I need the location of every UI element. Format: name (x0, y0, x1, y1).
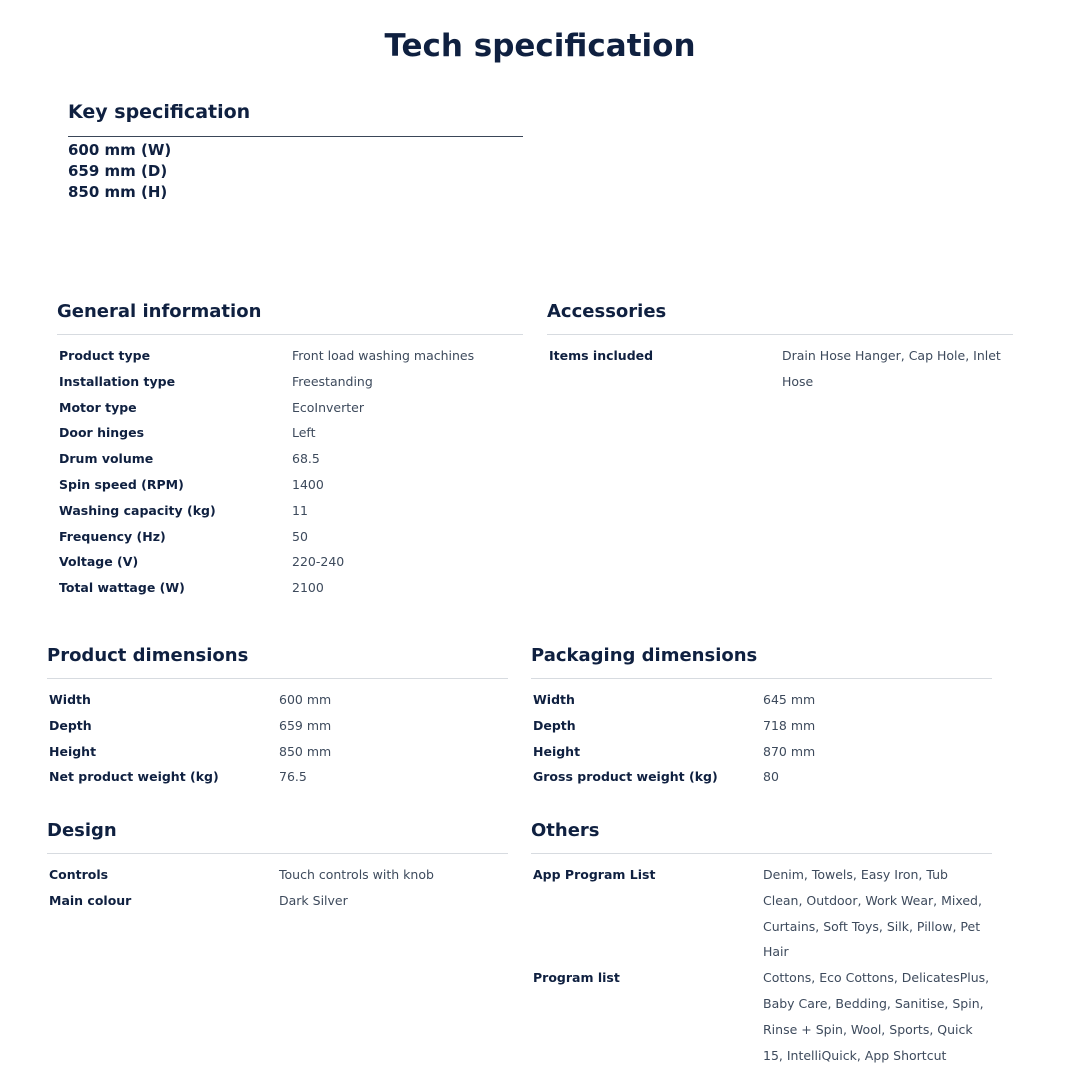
packaging-dimensions-section (531, 645, 992, 790)
spec-value: 80 (763, 769, 779, 785)
spec-label: Drum volume (59, 451, 154, 467)
spec-value: EcoInverter (292, 399, 364, 415)
spec-row (47, 713, 508, 739)
others-section (531, 820, 992, 1068)
section-divider (531, 853, 992, 854)
spec-value: 718 mm (763, 717, 816, 733)
spec-row (57, 446, 523, 472)
spec-label: App Program List (533, 867, 656, 882)
section-divider (57, 334, 523, 335)
product-dimensions-section (47, 645, 508, 790)
spec-value: Cottons, Eco Cottons, DelicatesPlus, Baby Care, Bedding, Sanitise, Spin, Rinse + Spin, Wool, Sports, Quick 15, IntelliQuick, App Shortcut (763, 970, 990, 1063)
section-divider (547, 334, 1013, 335)
section-divider (47, 853, 508, 854)
spec-label: Voltage (V) (59, 554, 139, 570)
section-divider (47, 678, 508, 679)
spec-row (47, 764, 508, 790)
spec-row (57, 395, 523, 421)
spec-value: 850 mm (279, 743, 332, 759)
spec-row (531, 764, 992, 790)
product-dimensions-heading: Product dimensions (47, 645, 249, 666)
spec-value: 659 mm (279, 717, 332, 733)
spec-row (57, 549, 523, 575)
design-section (47, 820, 508, 914)
page-title: Tech specification (384, 28, 696, 64)
spec-value: 50 (292, 528, 308, 544)
spec-value: Dark Silver (279, 892, 348, 908)
spec-value: 645 mm (763, 692, 816, 707)
spec-label: Motor type (59, 399, 137, 415)
spec-label: Installation type (59, 373, 176, 389)
spec-label: Height (49, 743, 97, 759)
spec-value: Front load washing machines (292, 348, 475, 363)
spec-label: Items included (549, 348, 654, 363)
general-information-heading: General information (57, 301, 262, 322)
spec-label: Width (49, 692, 91, 707)
spec-value: 600 mm (279, 692, 332, 707)
spec-row (57, 524, 523, 550)
spec-row (531, 862, 992, 965)
spec-value: Touch controls with knob (279, 867, 434, 882)
key-spec-dimensions (68, 140, 523, 203)
spec-row (531, 687, 992, 713)
spec-label: Main colour (49, 892, 132, 908)
spec-label: Total wattage (W) (59, 580, 185, 596)
spec-label: Net product weight (kg) (49, 769, 219, 785)
spec-label: Frequency (Hz) (59, 528, 166, 544)
spec-row (531, 965, 992, 1068)
spec-label: Depth (49, 717, 92, 733)
spec-row (57, 369, 523, 395)
spec-row (57, 420, 523, 446)
others-heading: Others (531, 820, 600, 841)
spec-label: Program list (533, 970, 620, 986)
spec-value: 220-240 (292, 554, 345, 570)
spec-value: Drain Hose Hanger, Cap Hole, Inlet Hose (782, 348, 1001, 389)
spec-value: 1400 (292, 476, 324, 492)
spec-value: Denim, Towels, Easy Iron, Tub Clean, Outdoor, Work Wear, Mixed, Curtains, Soft Toys, Silk, Pillow, Pet Hair (763, 867, 982, 960)
accessories-section (547, 301, 1013, 395)
spec-row (47, 687, 508, 713)
packaging-dimensions-heading: Packaging dimensions (531, 645, 758, 666)
spec-label: Height (533, 743, 581, 759)
spec-row (57, 472, 523, 498)
spec-label: Gross product weight (kg) (533, 769, 718, 785)
spec-row (47, 739, 508, 765)
spec-label: Product type (59, 348, 151, 363)
spec-value: 76.5 (279, 769, 307, 785)
key-spec-width: 600 mm (W) (68, 141, 172, 159)
spec-value: Left (292, 425, 316, 441)
spec-row (47, 888, 508, 914)
spec-row (57, 343, 523, 369)
spec-label: Width (533, 692, 575, 707)
spec-row (57, 498, 523, 524)
key-spec-heading: Key specification (68, 101, 251, 123)
spec-row (547, 343, 1013, 395)
section-divider (531, 678, 992, 679)
key-spec-height: 850 mm (H) (68, 183, 168, 201)
spec-value: 11 (292, 502, 308, 518)
spec-value: 870 mm (763, 743, 816, 759)
spec-label: Spin speed (RPM) (59, 476, 184, 492)
spec-value: 68.5 (292, 451, 320, 467)
spec-label: Door hinges (59, 425, 145, 441)
spec-value: Freestanding (292, 373, 373, 389)
spec-row (531, 713, 992, 739)
spec-label: Depth (533, 717, 576, 733)
spec-value: 2100 (292, 580, 324, 596)
spec-label: Controls (49, 867, 109, 882)
general-information-section (57, 301, 523, 601)
key-specification (68, 100, 523, 203)
spec-row (47, 862, 508, 888)
design-heading: Design (47, 820, 117, 841)
accessories-heading: Accessories (547, 301, 667, 322)
spec-row (57, 575, 523, 601)
key-spec-divider (68, 136, 523, 137)
spec-label: Washing capacity (kg) (59, 502, 216, 518)
spec-row (531, 739, 992, 765)
key-spec-depth: 659 mm (D) (68, 162, 168, 180)
